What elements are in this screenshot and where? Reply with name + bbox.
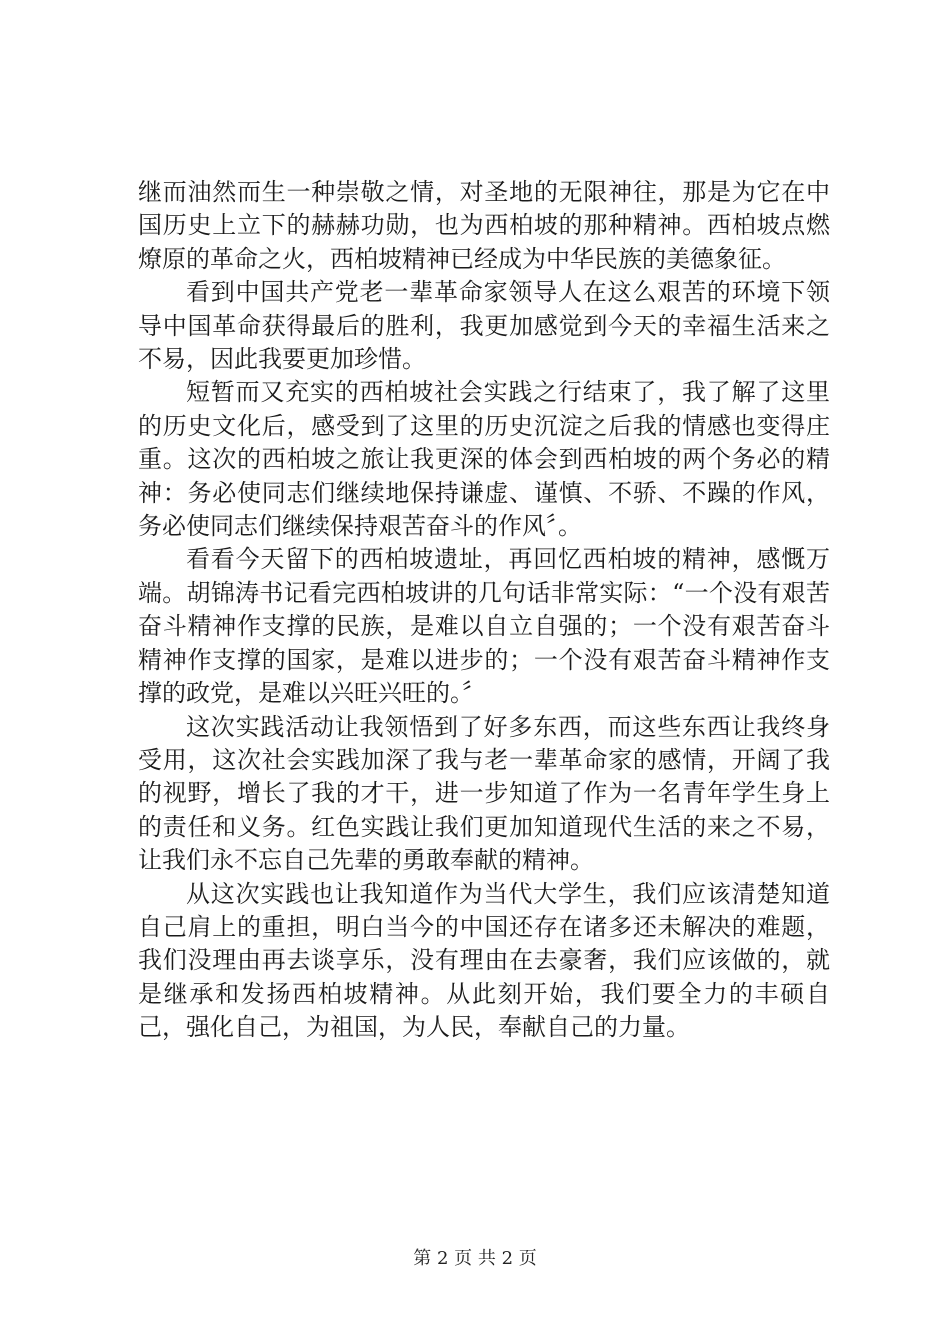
- document-body: [138, 176, 830, 1045]
- paragraph-4: 看看今天留下的西柏坡遗址，再回忆西柏坡的精神，感慨万端。胡锦涛书记看完西柏坡讲的几句话非常实际：“一个没有艰苦奋斗精神作支撑的民族，是难以自立自强的；一个没有艰苦奋斗精神作支撑的国家，是难以进步的；一个没有艰苦奋斗精神作支撑的政党，是难以兴旺兴旺的。〞: [138, 545, 830, 708]
- paragraph-1: 继而油然而生一种崇敬之情，对圣地的无限神往，那是为它在中国历史上立下的赫赫功勋，也为西柏坡的那种精神。西柏坡点燃燎原的革命之火，西柏坡精神已经成为中华民族的美德象征。: [138, 178, 830, 273]
- page-number-footer: 第 2 页 共 2 页: [413, 1248, 537, 1269]
- paragraph-6: 从这次实践也让我知道作为当代大学生，我们应该清楚知道自己肩上的重担，明白当今的中国还存在诸多还未解决的难题，我们没理由再去谈享乐，没有理由在去豪奢，我们应该做的，就是继承和发扬西柏坡精神。从此刻开始，我们要全力的丰硕自己，强化自己，为祖国，为人民，奉献自己的力量。: [138, 879, 830, 1042]
- paragraph-3: 短暂而又充实的西柏坡社会实践之行结束了，我了解了这里的历史文化后，感受到了这里的历史沉淀之后我的情感也变得庄重。这次的西柏坡之旅让我更深的体会到西柏坡的两个务必的精神：务必使同志们继续地保持谦虚、谨慎、不骄、不躁的作风，务必使同志们继续保持艰苦奋斗的作风〞。: [138, 378, 830, 541]
- paragraph-2: 看到中国共产党老一辈革命家领导人在这么艰苦的环境下领导中国革命获得最后的胜利，我更加感觉到今天的幸福生活来之不易，因此我要更加珍惜。: [138, 278, 830, 374]
- paragraph-5: 这次实践活动让我领悟到了好多东西，而这些东西让我终身受用，这次社会实践加深了我与老一辈革命家的感情，开阔了我的视野，增长了我的才干，进一步知道了作为一名青年学生身上的责任和义务。红色实践让我们更加知道现代生活的来之不易，让我们永不忘自己先辈的勇敢奉献的精神。: [138, 712, 830, 875]
